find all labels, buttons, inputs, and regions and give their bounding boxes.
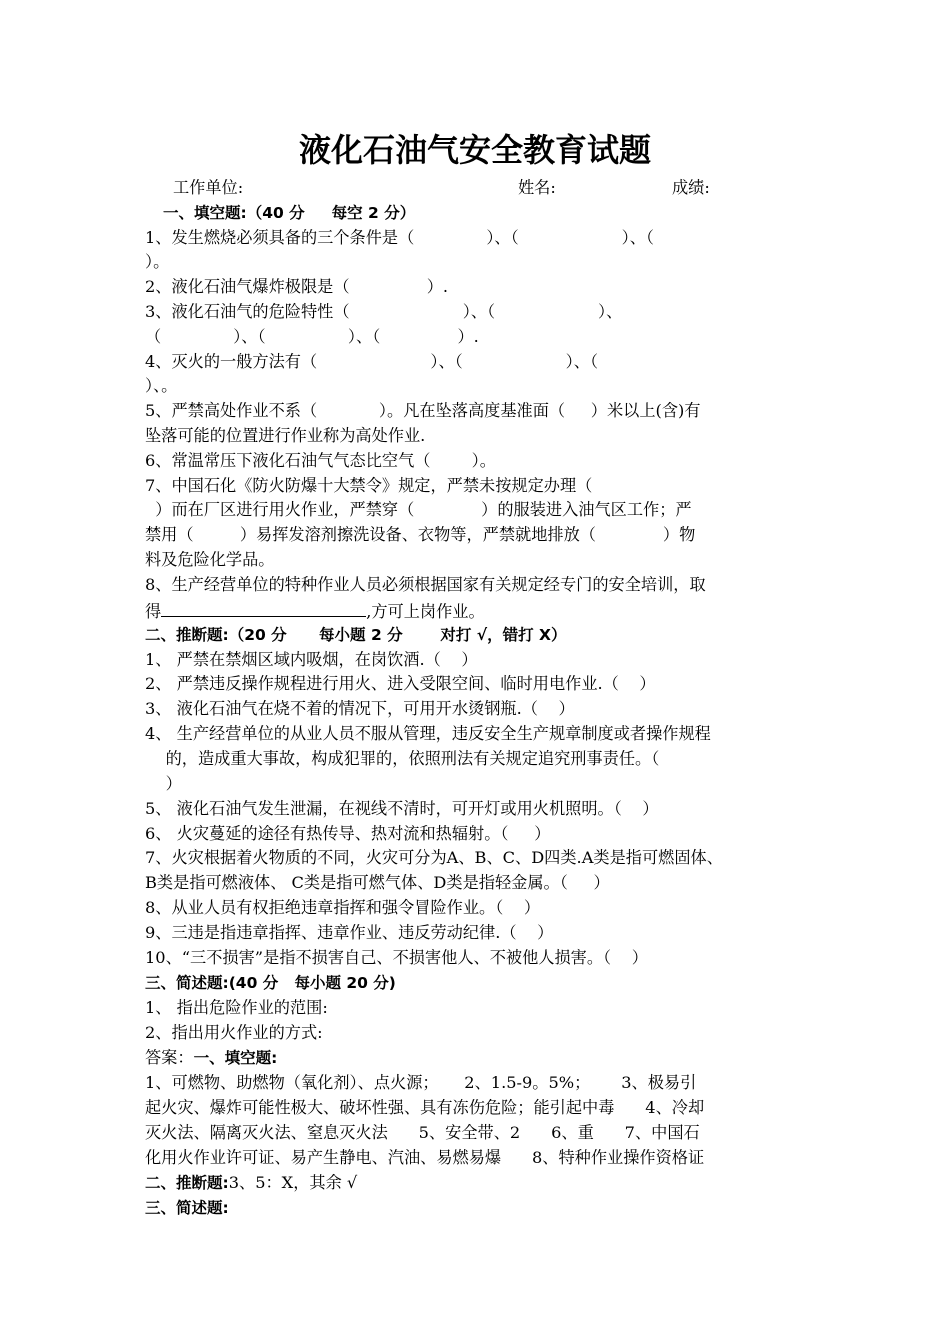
section1-heading: 一、填空题:（40 分 每空 2 分） (163, 204, 416, 222)
judge-line: 的，造成重大事故，构成犯罪的，依照刑法有关规定追究刑事责任。（ (145, 749, 660, 768)
section3-heading: 三、简述题:(40 分 每小题 20 分) (145, 974, 396, 992)
fill-line: ）而在厂区进行用火作业，严禁穿（ ）的服装进入油气区工作；严 (145, 500, 692, 519)
header-unit: 工作单位: (173, 178, 244, 197)
document-title: 液化石油气安全教育试题 (298, 131, 651, 169)
answers-label: 答案： (145, 1048, 194, 1067)
fill-line: 禁用（ ）易挥发溶剂擦洗设备、衣物等，严禁就地排放（ ）物 (145, 525, 696, 544)
answer-line: 1、可燃物、助燃物（氧化剂）、点火源； 2、1.5-9。5%； 3、极易引 (145, 1073, 697, 1092)
fill-line: ）。 (145, 252, 170, 271)
section2-heading: 二、推断题:（20 分 每小题 2 分 对打 √，错打 X） (145, 626, 567, 644)
line8-prefix: 得 (145, 602, 162, 621)
answers-heading1: 一、填空题: (193, 1049, 278, 1067)
short-answer-line: 1、 指出危险作业的范围: (145, 998, 328, 1017)
fill-line: 7、中国石化《防火防爆十大禁令》规定，严禁未按规定办理（ (145, 476, 593, 495)
fill-line: 5、严禁高处作业不系（ ）。凡在坠落高度基准面（ ）米以上(含)有 (145, 401, 701, 420)
answer-line: 起火灾、爆炸可能性极大、破坏性强、具有冻伤危险；能引起中毒 4、冷却 (145, 1098, 705, 1117)
judge-line: 6、 火灾蔓延的途径有热传导、热对流和热辐射。（ ） (145, 824, 551, 843)
answers-heading3: 三、简述题: (145, 1199, 229, 1217)
fill-line: 4、灭火的一般方法有（ ）、（ ）、（ (145, 352, 599, 371)
answer-line: 灭火法、隔离灭火法、窒息灭火法 5、安全带、2 6、重 7、中国石 (145, 1123, 700, 1142)
judge-line: 3、 液化石油气在烧不着的情况下，可用开水烫钢瓶.（ ） (145, 699, 575, 718)
answers-heading2: 二、推断题: (145, 1174, 229, 1192)
answers-judge-line (145, 1171, 807, 1195)
fill-line: 8、生产经营单位的特种作业人员必须根据国家有关规定经专门的安全培训，取 (145, 575, 706, 594)
header-name: 姓名: (518, 178, 556, 197)
judge-line: 4、 生产经营单位的从业人员不服从管理，违反安全生产规章制度或者操作规程 (145, 724, 711, 743)
fill-line: （ ）、（ ）、（ ）. (145, 327, 479, 346)
fill-line: 料及危险化学品。 (145, 550, 275, 569)
judge-line: 1、 严禁在禁烟区域内吸烟，在岗饮酒.（ ） (145, 650, 478, 669)
judge-line: 2、 严禁违反操作规程进行用火、进入受限空间、临时用电作业.（ ） (145, 674, 656, 693)
fill-line: 2、液化石油气爆炸极限是（ ）. (145, 277, 449, 296)
fill-line: 3、液化石油气的危险特性（ ）、（ ）、 (145, 302, 623, 321)
judge-line: 10、“三不损害”是指不损害自己、不损害他人、不被他人损害。（ ） (145, 948, 648, 967)
fill-line: ）、。 (145, 376, 178, 395)
judge-line: ） (145, 774, 182, 793)
answer-line: 化用火作业许可证、易产生静电、汽油、易燃易爆 8、特种作业操作资格证 (145, 1148, 705, 1167)
fill-line-8 (145, 598, 807, 624)
answer-underline (161, 598, 366, 617)
judge-line: 9、三违是指违章指挥、违章作业、违反劳动纪律.（ ） (145, 923, 554, 942)
header-score: 成绩: (672, 178, 710, 197)
line8-suffix: ,方可上岗作业。 (366, 602, 485, 621)
short-answer-line: 2、指出用火作业的方式: (145, 1023, 323, 1042)
fill-line: 6、常温常压下液化石油气气态比空气（ ）。 (145, 451, 496, 470)
fill-line: 1、发生燃烧必须具备的三个条件是（ ）、（ ）、（ (145, 228, 654, 247)
judge-line: 5、 液化石油气发生泄漏，在视线不清时，可开灯或用火机照明。（ ） (145, 799, 659, 818)
judge-line: 8、从业人员有权拒绝违章指挥和强令冒险作业。（ ） (145, 898, 541, 917)
judge-line: 7、火灾根据着火物质的不同，火灾可分为A、B、C、D四类.A类是指可燃固体、 (145, 848, 723, 867)
fill-line: 坠落可能的位置进行作业称为高处作业. (145, 426, 426, 445)
answers-heading (145, 1046, 807, 1070)
answers-judge-text: 3、5：X，其余 √ (228, 1173, 358, 1192)
judge-line: B类是指可燃液体、 C类是指可燃气体、D类是指轻金属。（ ） (145, 873, 610, 892)
